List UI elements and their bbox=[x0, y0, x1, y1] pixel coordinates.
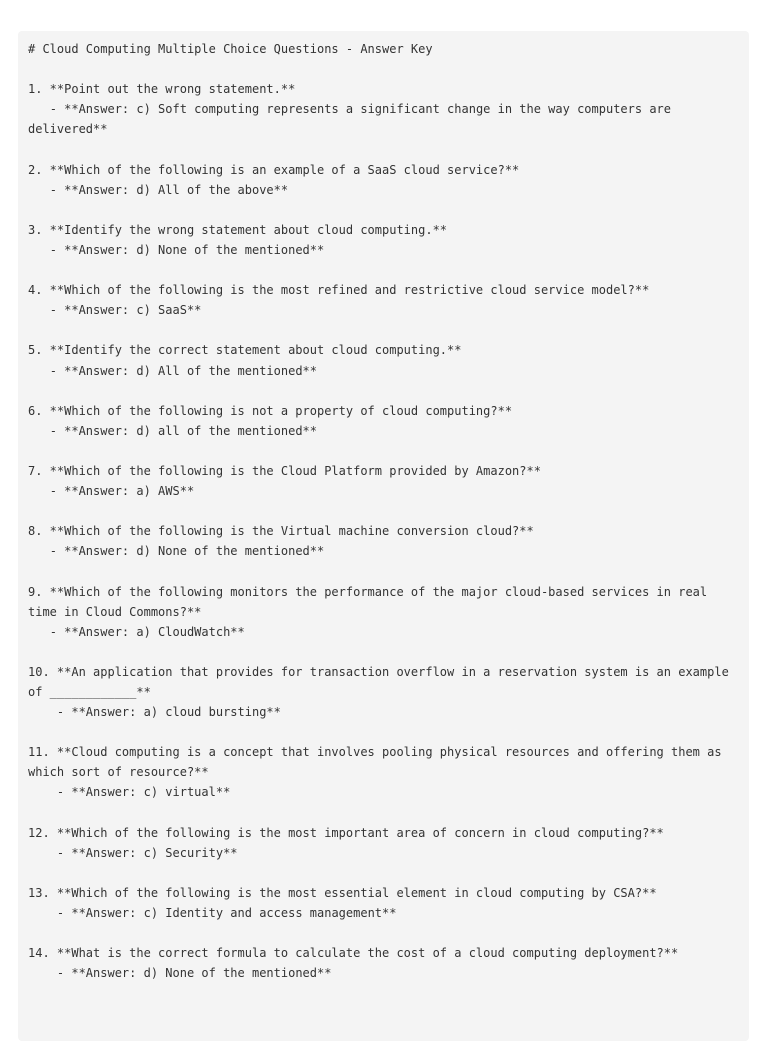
question-item bbox=[28, 461, 739, 521]
spacer bbox=[28, 200, 739, 220]
question-text: 1. **Point out the wrong statement.** bbox=[28, 82, 296, 97]
spacer bbox=[28, 381, 739, 401]
spacer bbox=[28, 320, 739, 340]
question-item bbox=[28, 662, 739, 742]
question-item bbox=[28, 220, 739, 280]
qa-list bbox=[28, 79, 739, 983]
answer-text: - **Answer: c) Identity and access management** bbox=[28, 906, 397, 921]
document-title: # Cloud Computing Multiple Choice Questions - Answer Key bbox=[28, 42, 433, 56]
answer-text: - **Answer: d) None of the mentioned** bbox=[28, 242, 325, 257]
question-text: 6. **Which of the following is not a property of cloud computing?** bbox=[28, 403, 513, 418]
answer-text: - **Answer: d) None of the mentioned** bbox=[28, 966, 332, 981]
question-item bbox=[28, 79, 739, 159]
answer-text: - **Answer: c) virtual** bbox=[28, 785, 231, 800]
question-item bbox=[28, 883, 739, 943]
answer-text: - **Answer: c) SaaS** bbox=[28, 303, 202, 318]
question-text: 10. **An application that provides for transaction overflow in a reservation system is an example of ____________** bbox=[28, 664, 737, 699]
answer-text: - **Answer: d) all of the mentioned** bbox=[28, 423, 317, 438]
spacer bbox=[28, 642, 739, 662]
question-text: 7. **Which of the following is the Cloud Platform provided by Amazon?** bbox=[28, 463, 541, 478]
question-text: 4. **Which of the following is the most refined and restrictive cloud service model?** bbox=[28, 283, 650, 298]
spacer bbox=[28, 501, 739, 521]
spacer bbox=[28, 139, 739, 159]
question-item bbox=[28, 742, 739, 822]
spacer bbox=[28, 803, 739, 823]
question-text: 5. **Identify the correct statement about cloud computing.** bbox=[28, 343, 462, 358]
question-item bbox=[28, 521, 739, 581]
answer-text: - **Answer: c) Soft computing represents a significant change in the way computers are delivered** bbox=[28, 102, 679, 137]
spacer bbox=[28, 441, 739, 461]
question-text: 2. **Which of the following is an example of a SaaS cloud service?** bbox=[28, 162, 520, 177]
question-text: 9. **Which of the following monitors the performance of the major cloud-based services in real time in Cloud Commons?** bbox=[28, 584, 715, 619]
answer-text: - **Answer: c) Security** bbox=[28, 845, 238, 860]
question-item bbox=[28, 340, 739, 400]
answer-text: - **Answer: a) CloudWatch** bbox=[28, 624, 245, 639]
spacer bbox=[28, 863, 739, 883]
spacer bbox=[28, 59, 739, 79]
spacer bbox=[28, 722, 739, 742]
question-text: 13. **Which of the following is the most essential element in cloud computing by CSA?** bbox=[28, 885, 657, 900]
answer-text: - **Answer: d) All of the above** bbox=[28, 182, 289, 197]
question-item bbox=[28, 280, 739, 340]
answer-text: - **Answer: a) cloud bursting** bbox=[28, 705, 281, 720]
question-text: 12. **Which of the following is the most important area of concern in cloud computing?** bbox=[28, 825, 664, 840]
question-item bbox=[28, 582, 739, 662]
question-text: 11. **Cloud computing is a concept that involves pooling physical resources and offering them as which sort of resource?** bbox=[28, 745, 729, 780]
spacer bbox=[28, 923, 739, 943]
answer-text: - **Answer: a) AWS** bbox=[28, 484, 195, 499]
question-item bbox=[28, 160, 739, 220]
question-item bbox=[28, 943, 739, 983]
question-item bbox=[28, 401, 739, 461]
spacer bbox=[28, 260, 739, 280]
question-text: 14. **What is the correct formula to calculate the cost of a cloud computing deployment?** bbox=[28, 946, 679, 961]
answer-text: - **Answer: d) None of the mentioned** bbox=[28, 544, 325, 559]
question-text: 3. **Identify the wrong statement about cloud computing.** bbox=[28, 222, 448, 237]
markdown-code-block bbox=[18, 31, 749, 1041]
question-text: 8. **Which of the following is the Virtual machine conversion cloud?** bbox=[28, 524, 534, 539]
answer-text: - **Answer: d) All of the mentioned** bbox=[28, 363, 317, 378]
spacer bbox=[28, 561, 739, 581]
question-item bbox=[28, 823, 739, 883]
